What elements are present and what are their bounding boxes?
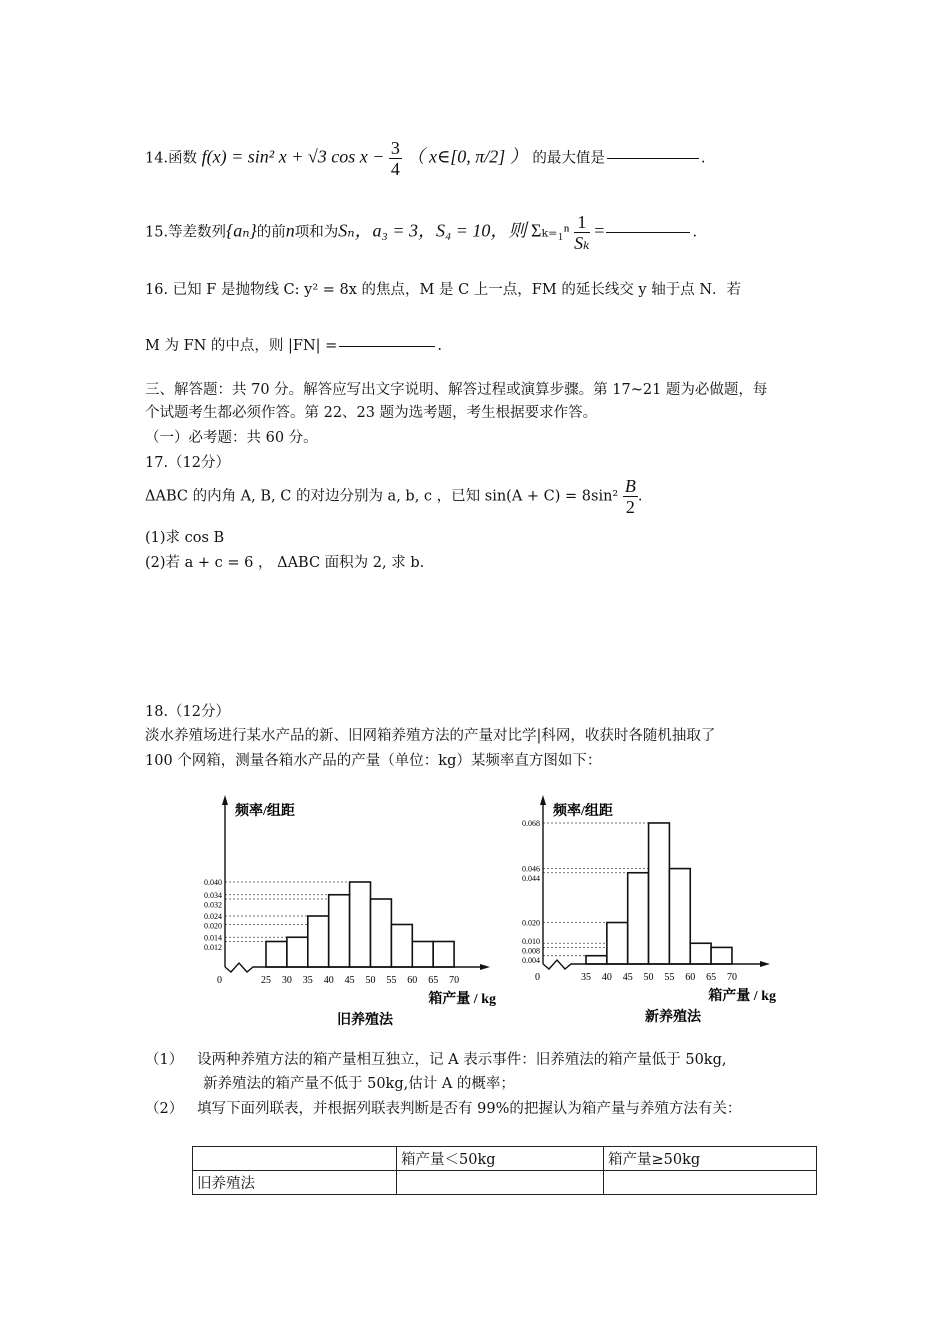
y-tick-label: 0.024 xyxy=(204,912,222,921)
histogram-bar xyxy=(433,942,454,968)
histogram-bar xyxy=(690,943,711,964)
y-axis-label: 频率/组距 xyxy=(553,804,613,819)
y-axis-arrow xyxy=(222,795,228,805)
y-tick-label: 0.068 xyxy=(522,818,540,828)
x-tick-label: 40 xyxy=(601,972,612,983)
table-header-row xyxy=(193,1147,817,1171)
y-tick-label: 0.040 xyxy=(204,878,222,887)
q16-end: . xyxy=(437,338,442,354)
q17-fraction xyxy=(623,476,638,517)
x-tick-label: 45 xyxy=(344,975,355,986)
histogram-bar xyxy=(287,937,308,967)
q18-part1-label: （1） xyxy=(145,1052,184,1068)
histogram-bar xyxy=(669,869,690,964)
x-tick-label: 50 xyxy=(365,975,376,986)
q15-sum: Σₖ₌₁ⁿ xyxy=(530,220,570,241)
x-axis-label: 箱产量 / kg xyxy=(428,992,496,1007)
q15-eq: = xyxy=(594,220,605,241)
q15-number: 15. xyxy=(145,224,169,241)
x-tick-label: 60 xyxy=(407,975,418,986)
q18-line2: 100 个网箱，测量各箱水产品的产量（单位：kg）某频率直方图如下： xyxy=(145,753,602,769)
q15-answer-blank[interactable] xyxy=(606,232,690,233)
q14-formula: f(x) = sin² x + √3 cos x − xyxy=(201,146,389,167)
x-tick-label: 65 xyxy=(706,972,717,983)
q14-end: . xyxy=(700,150,706,167)
histogram-bar xyxy=(586,956,607,964)
y-tick-label: 0.004 xyxy=(522,956,540,965)
q16-answer-blank[interactable] xyxy=(339,346,435,347)
q15-text1: 等差数列 xyxy=(168,224,227,241)
q17-frac-den: 2 xyxy=(625,497,635,517)
q15-cond: ，a₃ = 3，S₄ = 10，则 xyxy=(354,220,527,241)
q14-frac-den: 4 xyxy=(390,159,400,179)
y-tick-label: 0.044 xyxy=(522,874,540,884)
y-tick-label: 0.046 xyxy=(522,864,540,874)
section3-line2: 个试题考生都必须作答。第 22、23 题为选考题，考生根据要求作答。 xyxy=(145,405,598,421)
q15-frac-num: 1 xyxy=(574,212,590,233)
histogram-bar xyxy=(329,895,350,967)
histogram-bar xyxy=(628,873,649,964)
x-tick-label: 25 xyxy=(261,975,271,986)
x-axis-arrow xyxy=(760,961,770,967)
x-tick-label: 65 xyxy=(428,975,439,986)
x-tick-label: 60 xyxy=(685,972,696,983)
q18-part1-line2: 新养殖法的箱产量不低于 50kg,估计 A 的概率； xyxy=(203,1076,515,1092)
x-tick-label: 45 xyxy=(622,972,633,983)
question-15 xyxy=(145,212,697,253)
table-cell: 旧养殖法 xyxy=(193,1171,397,1195)
x-tick-label: 70 xyxy=(726,972,737,983)
y-tick-label: 0.034 xyxy=(204,890,222,900)
q17-part1: (1)求 cos B xyxy=(145,530,225,546)
q14-fraction xyxy=(389,138,402,179)
x-tick-label: 50 xyxy=(643,972,654,983)
x-axis-label: 箱产量 / kg xyxy=(708,989,776,1004)
histogram-bar xyxy=(266,942,287,968)
origin-label: 0 xyxy=(535,972,540,983)
q15-seq: {aₙ} xyxy=(226,220,257,241)
y-tick-label: 0.032 xyxy=(204,900,222,910)
x-tick-label: 55 xyxy=(386,975,397,986)
q15-frac-den: Sₖ xyxy=(574,233,590,253)
histogram-bar xyxy=(308,916,329,967)
q15-end: . xyxy=(692,224,698,241)
y-tick-label: 0.012 xyxy=(204,942,222,952)
section3-line3: （一）必考题：共 60 分。 xyxy=(145,430,318,446)
table-row xyxy=(193,1171,817,1195)
y-axis-arrow xyxy=(540,795,546,805)
q15-text2: 的前 xyxy=(256,224,286,241)
histogram-bar xyxy=(371,899,392,967)
table-header-cell xyxy=(193,1147,397,1171)
x-tick-label: 35 xyxy=(302,975,313,986)
q14-answer-blank[interactable] xyxy=(607,158,699,159)
q18-part1 xyxy=(145,1048,727,1069)
y-tick-label: 0.010 xyxy=(522,937,540,946)
q14-domain: （ x∈[0, π/2] ） xyxy=(406,146,528,167)
q17-header: 17.（12分） xyxy=(145,455,231,471)
x-tick-label: 55 xyxy=(664,972,675,983)
histogram-bar xyxy=(607,923,628,964)
q18-part2-line1: 填写下面列联表，并根据列联表判断是否有 99%的把握认为箱产量与养殖方法有关： xyxy=(197,1101,742,1117)
y-axis-label: 频率/组距 xyxy=(235,804,295,819)
histogram-bar xyxy=(391,925,412,968)
x-tick-label: 35 xyxy=(581,972,591,983)
y-tick-label: 0.014 xyxy=(204,933,222,943)
section3-line1: 三、解答题：共 70 分。解答应写出文字说明、解答过程或演算步骤。第 17~21 题为必做题，每 xyxy=(145,382,768,398)
x-tick-label: 40 xyxy=(323,975,334,986)
histogram-new-method xyxy=(500,790,790,1030)
q18-part2-label: （2） xyxy=(145,1101,184,1117)
histogram-old-method xyxy=(190,790,500,1030)
q18-line1: 淡水养殖场进行某水产品的新、旧网箱养殖方法的产量对比学|科网，收获时各随机抽取了 xyxy=(145,728,716,744)
q14-suffix: 的最大值是 xyxy=(532,150,605,167)
x-axis-arrow xyxy=(480,964,490,970)
histogram-bar xyxy=(711,947,732,964)
y-tick-label: 0.020 xyxy=(522,918,540,928)
q17-part2: (2)若 a + c = 6 ， ΔABC 面积为 2, 求 b. xyxy=(145,555,425,571)
q17-stem-end: . xyxy=(637,488,643,505)
q15-text3: 项和为 xyxy=(294,224,339,241)
histogram-bar xyxy=(350,882,371,967)
q18-part1-line1: 设两种养殖方法的箱产量相互独立，记 A 表示事件：旧养殖法的箱产量低于 50kg, xyxy=(197,1052,727,1068)
q15-fraction xyxy=(574,212,590,253)
q18-header: 18.（12分） xyxy=(145,704,231,720)
origin-label: 0 xyxy=(217,975,222,986)
table-header-cell: 箱产量＜50kg xyxy=(397,1147,604,1171)
table-cell[interactable] xyxy=(397,1171,604,1195)
q17-stem xyxy=(145,476,642,517)
chart-title: 新养殖法 xyxy=(645,1010,701,1025)
contingency-table xyxy=(192,1146,817,1195)
x-tick-label: 30 xyxy=(281,975,292,986)
table-header-cell: 箱产量≥50kg xyxy=(604,1147,817,1171)
q17-frac-num: B xyxy=(624,476,636,496)
histogram-bar xyxy=(649,823,670,964)
q14-number: 14. xyxy=(145,150,169,167)
q17-stem-text: ΔABC 的内角 A, B, C 的对边分别为 a, b, c ，已知 sin(A + C) = 8sin² xyxy=(145,488,619,505)
question-16-line2 xyxy=(145,334,442,355)
question-14 xyxy=(145,138,706,179)
q15-n: n xyxy=(285,220,295,241)
y-tick-label: 0.020 xyxy=(204,921,222,931)
table-cell[interactable] xyxy=(604,1171,817,1195)
q16-text: M 为 FN 的中点，则 |FN| = xyxy=(145,338,338,354)
q18-part2 xyxy=(145,1097,741,1118)
y-tick-label: 0.008 xyxy=(522,946,540,956)
x-tick-label: 70 xyxy=(449,975,460,986)
q14-prefix: 函数 xyxy=(168,150,198,167)
q15-sn: Sₙ xyxy=(338,220,355,241)
question-16-line1: 16. 已知 F 是抛物线 C: y² = 8x 的焦点，M 是 C 上一点，FM 的延长线交 y 轴于点 N．若 xyxy=(145,282,742,298)
chart-title: 旧养殖法 xyxy=(337,1013,393,1028)
q14-frac-num: 3 xyxy=(390,138,400,158)
histogram-bar xyxy=(412,942,433,968)
